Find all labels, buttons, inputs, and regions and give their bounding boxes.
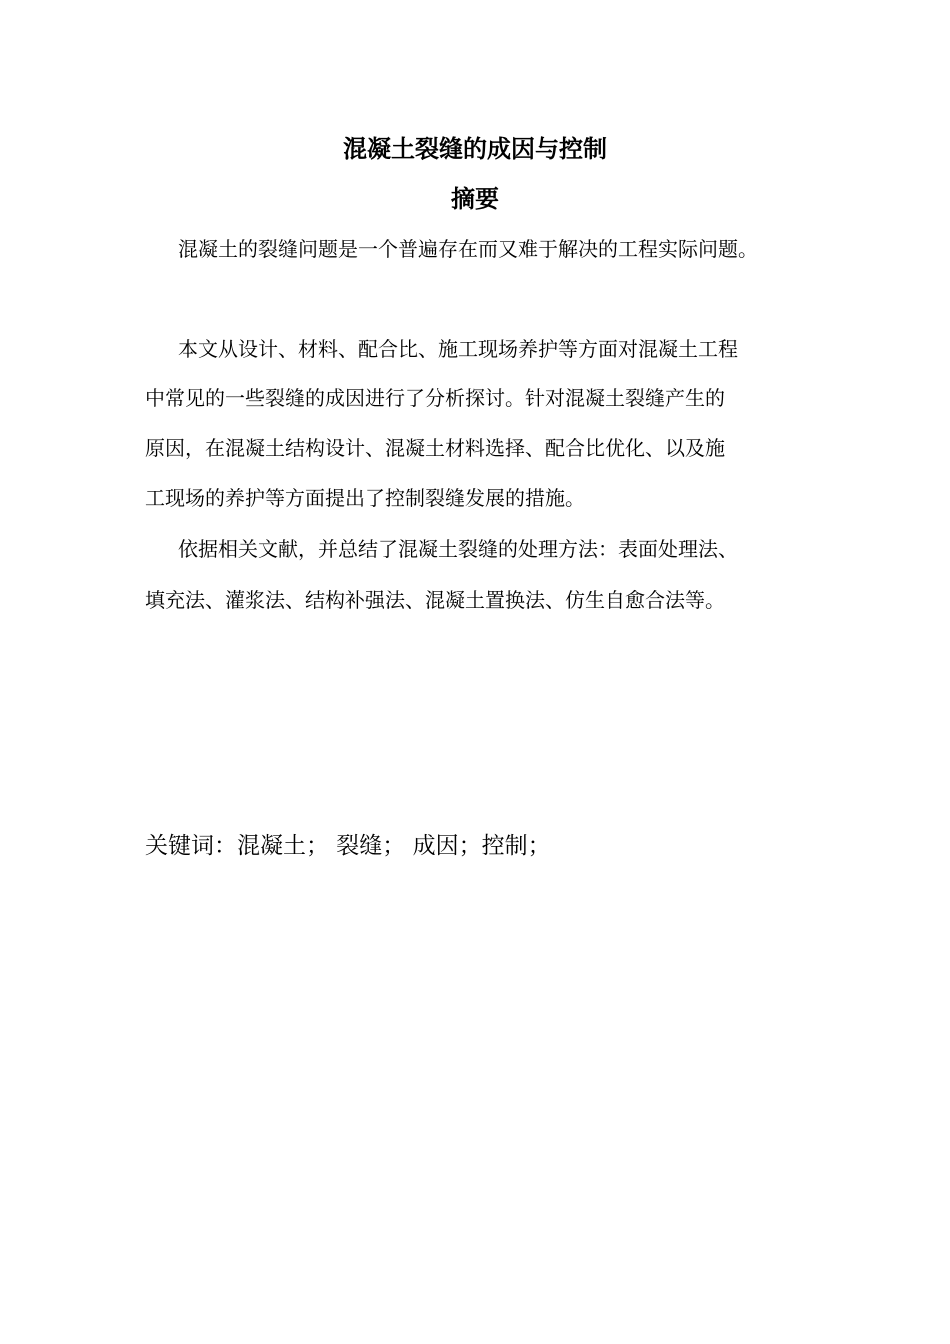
- abstract-line-3: 中常见的一些裂缝的成因进行了分析探讨。针对混凝土裂缝产生的: [145, 386, 725, 410]
- abstract-line-1: 混凝土的裂缝问题是一个普遍存在而又难于解决的工程实际问题。: [178, 237, 758, 261]
- abstract-line-7: 填充法、灌浆法、结构补强法、混凝土置换法、仿生自愈合法等。: [145, 588, 725, 612]
- abstract-line-4: 原因，在混凝土结构设计、混凝土材料选择、配合比优化、以及施: [145, 436, 725, 460]
- abstract-line-6: 依据相关文献，并总结了混凝土裂缝的处理方法：表面处理法、: [178, 537, 738, 561]
- abstract-line-5: 工现场的养护等方面提出了控制裂缝发展的措施。: [145, 486, 585, 510]
- abstract-line-2: 本文从设计、材料、配合比、施工现场养护等方面对混凝土工程: [178, 337, 738, 361]
- document-title: 混凝土裂缝的成因与控制: [343, 135, 607, 163]
- abstract-heading: 摘要: [451, 185, 499, 213]
- keywords-line: 关键词：混凝土； 裂缝； 成因；控制；: [145, 833, 551, 859]
